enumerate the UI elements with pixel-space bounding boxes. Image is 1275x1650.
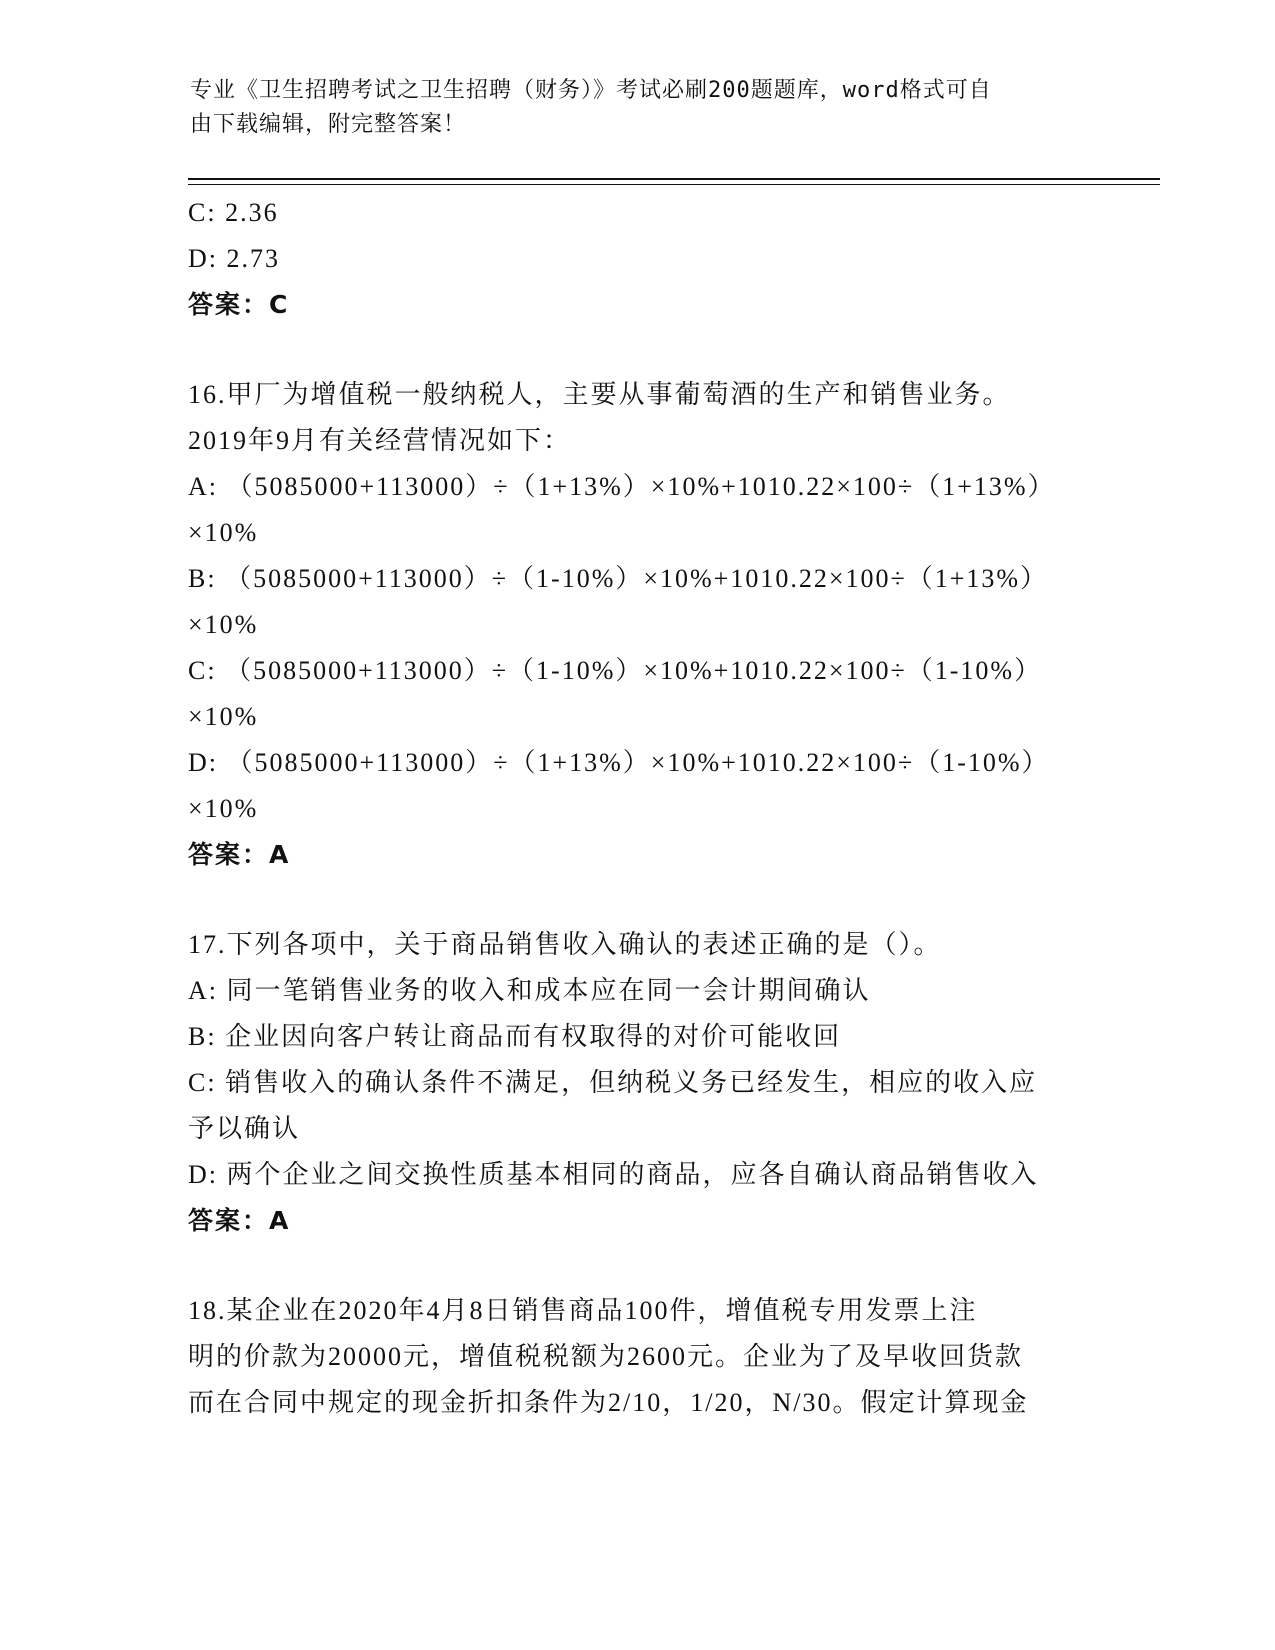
document-body bbox=[188, 190, 1088, 1426]
option-a: A: 同一笔销售业务的收入和成本应在同一会计期间确认 bbox=[188, 976, 871, 1005]
question-stem: 2019年9月有关经营情况如下： bbox=[188, 426, 572, 455]
answer: 答案：A bbox=[188, 1206, 291, 1235]
header-line-2: 由下载编辑，附完整答案！ bbox=[190, 112, 467, 137]
option-c: 予以确认 bbox=[188, 1114, 301, 1143]
answer: 答案：C bbox=[188, 290, 290, 319]
question-17 bbox=[188, 922, 1088, 1244]
question-stem: 18.某企业在2020年4月8日销售商品100件，增值税专用发票上注 bbox=[188, 1296, 978, 1325]
question-18 bbox=[188, 1288, 1088, 1426]
answer: 答案：A bbox=[188, 840, 291, 869]
header-line-1: 专业《卫生招聘考试之卫生招聘（财务）》考试必刷200题题库，word格式可自 bbox=[190, 78, 992, 103]
question-15 bbox=[188, 190, 1088, 328]
option-c: C: 2.36 bbox=[188, 198, 279, 227]
question-16 bbox=[188, 372, 1088, 878]
option-c: ×10% bbox=[188, 702, 259, 731]
option-a: ×10% bbox=[188, 518, 259, 547]
question-stem: 17.下列各项中，关于商品销售收入确认的表述正确的是（）。 bbox=[188, 930, 942, 959]
option-b: B: 企业因向客户转让商品而有权取得的对价可能收回 bbox=[188, 1022, 842, 1051]
question-stem: 而在合同中规定的现金折扣条件为2/10，1/20，N/30。假定计算现金 bbox=[188, 1388, 1029, 1417]
option-b: B: （5085000+113000）÷（1-10%）×10%+1010.22×100÷（1+13%） bbox=[188, 564, 1049, 593]
option-c: C: （5085000+113000）÷（1-10%）×10%+1010.22×100÷（1-10%） bbox=[188, 656, 1043, 685]
option-c: C: 销售收入的确认条件不满足，但纳税义务已经发生，相应的收入应 bbox=[188, 1068, 1038, 1097]
option-d: ×10% bbox=[188, 794, 259, 823]
header-divider-thin bbox=[188, 184, 1160, 185]
option-b: ×10% bbox=[188, 610, 259, 639]
question-stem: 明的价款为20000元，增值税税额为2600元。企业为了及早收回货款 bbox=[188, 1342, 1024, 1371]
option-d: D: 2.73 bbox=[188, 244, 280, 273]
document-header bbox=[190, 74, 1090, 142]
option-d: D: 两个企业之间交换性质基本相同的商品，应各自确认商品销售收入 bbox=[188, 1160, 1039, 1189]
option-a: A: （5085000+113000）÷（1+13%）×10%+1010.22×100÷（1+13%） bbox=[188, 472, 1056, 501]
header-divider-thick bbox=[188, 178, 1160, 180]
question-stem: 16.甲厂为增值税一般纳税人，主要从事葡萄酒的生产和销售业务。 bbox=[188, 380, 1011, 409]
option-d: D: （5085000+113000）÷（1+13%）×10%+1010.22×100÷（1-10%） bbox=[188, 748, 1050, 777]
